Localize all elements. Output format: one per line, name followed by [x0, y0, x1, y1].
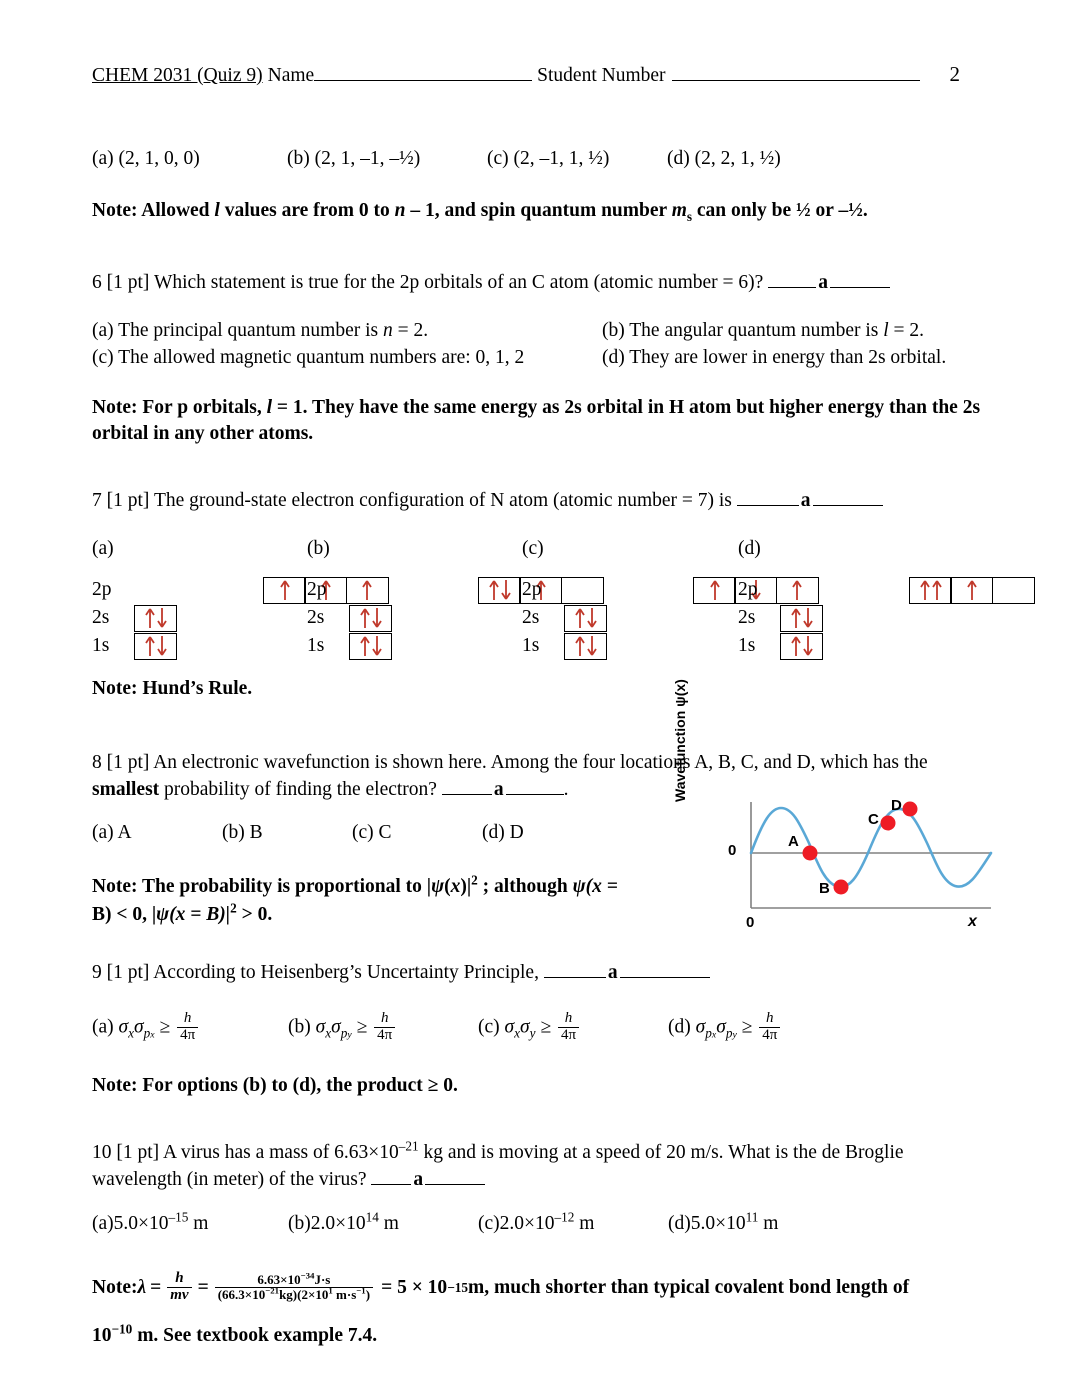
q6-note-var: l	[266, 397, 272, 418]
orbital-row-2s	[738, 604, 1035, 632]
orbital-cells-1s	[134, 633, 177, 660]
figure-label-d: D	[891, 797, 902, 814]
q9-option-b-den: 4π	[377, 1026, 393, 1043]
q9-option-c-sub1: x	[514, 1025, 521, 1041]
q6-note-post: = 1. They have the same energy as 2s orbital in H atom but higher energy than the 2s orbital in any other atoms.	[92, 397, 981, 445]
q8-note-psi2: ψ	[572, 876, 586, 897]
q10-points: [1 pt]	[116, 1142, 160, 1163]
q8-answer-letter: a	[493, 778, 504, 800]
arrow-updown-icon	[350, 634, 391, 659]
arrow-updown-icon	[135, 634, 176, 659]
q9-option-d-fraction	[759, 1011, 780, 1044]
q10-option-a-exp: –15	[168, 1209, 189, 1225]
q6-answer-letter: a	[818, 272, 828, 293]
q9-option-b-sub1: x	[325, 1025, 332, 1041]
q7-answer-blank[interactable]	[737, 490, 883, 512]
q5-note-prefix: Note: Allowed	[92, 200, 215, 221]
q7-note: Note: Hund’s Rule.	[92, 678, 253, 699]
q10-note-f2-den-a: (66.3×10	[217, 1286, 266, 1302]
q10-option-b[interactable]	[288, 1209, 399, 1235]
q6-number: 6	[92, 272, 102, 293]
arrow-up-icon	[694, 578, 735, 603]
q10-option-d-mantissa: 5.0×10	[690, 1213, 746, 1234]
q6-option-a[interactable]	[92, 320, 428, 342]
q10-note-tail2-a: 10	[92, 1325, 112, 1346]
orbital-cells-2s	[349, 605, 392, 632]
q9-answer-letter: a	[607, 962, 618, 983]
q10-note-line2	[92, 1321, 378, 1347]
q9-option-b-sigma1: σ	[315, 1016, 326, 1038]
orbital-label-2p: 2p	[522, 579, 542, 600]
q5-note-m-sub: s	[686, 208, 693, 224]
q10-option-b-exp: 14	[365, 1209, 379, 1225]
orbital-label-2p: 2p	[307, 579, 327, 600]
orbital-label-2p: 2p	[738, 579, 758, 600]
orbital-label-2s: 2s	[92, 607, 110, 628]
q7-points: [1 pt]	[106, 490, 150, 511]
q6-answer-blank[interactable]	[768, 272, 890, 294]
q9-option-d-sub2b: y	[732, 1029, 737, 1041]
arrow-up-icon	[264, 578, 305, 603]
q10-note-f2-den-b: kg)(2×10	[279, 1286, 329, 1302]
q6-option-a-post: = 2.	[392, 320, 429, 341]
q10-note-tail1: m, much shorter than typical covalent bond length of	[468, 1277, 910, 1299]
q6-note-pre: Note: For p orbitals,	[92, 397, 267, 418]
q10-stem-pre: A virus has a mass of 6.63×10	[162, 1142, 399, 1163]
q7-answer-letter: a	[800, 490, 811, 511]
page-number: 2	[949, 62, 961, 86]
q6-option-b-pre: (b) The angular quantum number is	[602, 320, 884, 341]
arrow-updown-icon	[781, 634, 822, 659]
q10-note-eq3: = 5 × 10	[381, 1277, 448, 1299]
name-label: Name	[267, 65, 315, 86]
q9-option-c-num: h	[558, 1011, 579, 1028]
q8-number: 8	[92, 752, 102, 773]
q6-option-b-var: l	[883, 320, 889, 341]
q9-option-d-sub1: p	[705, 1025, 712, 1041]
q9-option-c-rel: ≥	[540, 1016, 552, 1038]
q10-option-a[interactable]	[92, 1209, 209, 1235]
q9-option-b-fraction	[374, 1011, 395, 1044]
q8-note-l2a: B) < 0, |	[92, 903, 157, 925]
orbital-cell[interactable]	[950, 577, 993, 604]
q10-note-f2-num	[215, 1270, 373, 1288]
q5-note-m: m	[671, 200, 687, 221]
q10-option-a-mantissa: 5.0×10	[113, 1213, 169, 1234]
q10-note-fraction1	[167, 1271, 191, 1304]
orbital-cells-2s	[780, 605, 823, 632]
figure-y-axis-label: Wavefunction ψ(x)	[672, 679, 688, 802]
arrow-updown-icon	[565, 634, 606, 659]
q10-note-f2-den	[215, 1285, 373, 1302]
q9-stem	[92, 962, 710, 984]
q10-note-tail2-exp: −10	[111, 1321, 133, 1337]
orbital-cell[interactable]	[564, 605, 607, 632]
q6-option-a-pre: (a) The principal quantum number is	[92, 320, 383, 341]
q5-option-d[interactable]: (d) (2, 2, 1, ½)	[667, 148, 781, 169]
q9-option-b-sigma2: σ	[331, 1016, 341, 1038]
figure-point-d	[903, 802, 918, 817]
q5-option-a[interactable]: (a) (2, 1, 0, 0)	[92, 148, 200, 169]
orbital-cell[interactable]	[909, 577, 952, 604]
q9-option-b-sub2: p	[340, 1025, 348, 1041]
q9-option-d[interactable]	[668, 1012, 782, 1045]
q6-option-b[interactable]	[602, 320, 924, 342]
q9-option-c-letter: (c)	[478, 1016, 500, 1038]
q9-option-c-sigma2: σ	[520, 1016, 530, 1038]
figure-x-axis-label: x	[968, 913, 977, 930]
q9-option-a-sub2: p	[143, 1025, 151, 1041]
student-number-blank[interactable]	[672, 66, 920, 81]
q9-option-d-sigma2: σ	[716, 1016, 726, 1038]
orbital-cells-2s	[134, 605, 177, 632]
q5-note-mid2: – 1, and spin quantum number	[405, 200, 672, 221]
q10-note-f1-num: h	[167, 1271, 191, 1288]
q10-answer-letter: a	[413, 1168, 424, 1190]
q8-points: [1 pt]	[106, 752, 150, 773]
orbital-cell[interactable]	[693, 577, 736, 604]
q9-option-a-sub1: x	[128, 1025, 135, 1041]
orbital-label-2s: 2s	[307, 607, 325, 628]
orbital-row-2p	[738, 576, 1035, 604]
orbital-cells-1s	[564, 633, 607, 660]
q9-number: 9	[92, 962, 102, 983]
orbital-cells-1s	[780, 633, 823, 660]
q7-diagram-b-letter: (b)	[307, 538, 330, 559]
q6-option-c[interactable]: (c) The allowed magnetic quantum numbers are: 0, 1, 2	[92, 347, 525, 368]
figure-point-a	[803, 846, 818, 861]
q5-note-l: l	[214, 200, 220, 221]
q10-answer-blank[interactable]	[371, 1167, 485, 1194]
q10-option-b-unit: m	[378, 1213, 399, 1234]
q8-note-psi1: ψ	[431, 876, 445, 897]
arrow-updown-icon	[565, 606, 606, 631]
q8-note-psi3: ψ	[156, 903, 170, 925]
q5-options-row	[92, 148, 781, 170]
q10-option-c-unit: m	[574, 1213, 595, 1234]
q10-note-prefix: Note:	[92, 1277, 138, 1299]
q10-note-lambda: λ	[137, 1277, 147, 1299]
q9-stem-text: According to Heisenberg’s Uncertainty Principle,	[153, 962, 539, 983]
q10-option-c-mantissa: 2.0×10	[499, 1213, 555, 1234]
orbital-cell[interactable]	[349, 633, 392, 660]
q8-note-l2b: (x = B)|	[169, 903, 231, 925]
q6-option-d[interactable]: (d) They are lower in energy than 2s orbital.	[602, 347, 947, 368]
orbital-cell[interactable]	[134, 605, 177, 632]
q9-option-d-sub1b: x	[711, 1029, 717, 1041]
orbital-label-1s: 1s	[522, 635, 540, 656]
q9-option-a-rel: ≥	[159, 1016, 171, 1038]
student-number-label: Student Number	[537, 65, 666, 86]
q8-option-a[interactable]: (a) A	[92, 822, 132, 843]
q9-note: Note: For options (b) to (d), the product ≥ 0.	[92, 1075, 458, 1096]
orbital-label-2s: 2s	[738, 607, 756, 628]
q10-note-f2-den-exp2: 1	[328, 1285, 333, 1296]
q10-option-b-letter: (b)	[288, 1213, 311, 1234]
q8-note-post: )|	[460, 876, 472, 897]
q9-option-a[interactable]	[92, 1012, 200, 1045]
q6-points: [1 pt]	[106, 272, 150, 293]
figure-y-zero-tick: 0	[728, 842, 737, 859]
figure-point-c	[881, 816, 896, 831]
q8-stem-text2: probability of finding the electron?	[159, 778, 437, 800]
q10-stem	[92, 1140, 992, 1194]
q9-points: [1 pt]	[106, 962, 150, 983]
q9-option-d-rel: ≥	[741, 1016, 753, 1038]
q10-note-f1-den: mv	[170, 1286, 189, 1303]
orbital-label-2p: 2p	[92, 579, 112, 600]
q8-period: .	[563, 778, 569, 800]
course-title: CHEM 2031 (Quiz 9)	[92, 65, 263, 86]
q5-option-c[interactable]: (c) (2, –1, 1, ½)	[487, 148, 610, 169]
q9-option-a-num: h	[177, 1011, 198, 1028]
q8-option-b[interactable]: (b) B	[222, 822, 263, 843]
arrow-updown-icon	[781, 606, 822, 631]
q10-option-b-mantissa: 2.0×10	[310, 1213, 366, 1234]
q10-stem-exp: –21	[398, 1138, 419, 1154]
q5-note-suffix: can only be ½ or –½.	[692, 200, 868, 221]
q10-note-eq2: =	[197, 1277, 209, 1299]
q7-diagram-c-letter: (c)	[522, 538, 544, 559]
q9-option-b[interactable]	[288, 1012, 397, 1045]
q7-diagram-a-letter: (a)	[92, 538, 114, 559]
figure-x-zero-tick: 0	[746, 914, 755, 931]
q10-note-f2-den-c: m·s	[332, 1286, 357, 1302]
arrow-up-icon	[951, 578, 992, 603]
q7-number: 7	[92, 490, 102, 511]
q8-note-mid: (	[444, 876, 451, 897]
q9-option-a-sigma2: σ	[134, 1016, 144, 1038]
q10-note-f2-den-exp3: −1	[356, 1285, 366, 1296]
q10-note-tail2-b: m. See textbook example 7.4.	[132, 1325, 378, 1346]
q9-option-c-sigma1: σ	[504, 1016, 515, 1038]
q9-option-d-sigma1: σ	[695, 1016, 706, 1038]
q6-option-a-var: n	[382, 320, 393, 341]
q9-option-b-letter: (b)	[288, 1016, 311, 1038]
q10-option-d[interactable]	[668, 1209, 779, 1235]
q10-option-d-exp: 11	[745, 1209, 759, 1225]
orbital-cells-2p	[909, 577, 1035, 604]
figure-point-b	[834, 880, 849, 895]
q5-note-mid1: values are from 0 to	[219, 200, 395, 221]
q9-option-a-den: 4π	[180, 1026, 196, 1043]
figure-label-b: B	[819, 880, 830, 897]
orbital-cells-1s	[349, 633, 392, 660]
q10-option-c-exp: –12	[554, 1209, 575, 1225]
arrow-updown-icon	[350, 606, 391, 631]
q10-note-f2-num-a: 6.63×10	[257, 1272, 301, 1288]
orbital-cell[interactable]	[780, 633, 823, 660]
orbital-label-1s: 1s	[92, 635, 110, 656]
q8-note-x2: (x =	[585, 876, 618, 897]
q9-option-d-letter: (d)	[668, 1016, 691, 1038]
q10-option-d-letter: (d)	[668, 1213, 691, 1234]
q5-note	[92, 200, 868, 222]
orbital-label-1s: 1s	[738, 635, 756, 656]
q8-options-row	[92, 822, 524, 844]
q8-option-c[interactable]: (c) C	[352, 822, 392, 843]
q9-option-b-sub2b: y	[347, 1029, 352, 1041]
orbital-label-1s: 1s	[307, 635, 325, 656]
q9-option-a-letter: (a)	[92, 1016, 114, 1038]
q6-note	[92, 395, 992, 448]
arrow-updown-icon	[135, 606, 176, 631]
orbital-cell[interactable]	[780, 605, 823, 632]
q6-stem-text: Which statement is true for the 2p orbitals of an C atom (atomic number = 6)?	[153, 272, 764, 293]
q5-note-n: n	[394, 200, 406, 221]
q9-option-c-fraction	[558, 1011, 579, 1044]
q7-stem	[92, 490, 883, 512]
orbital-cell[interactable]	[478, 577, 521, 604]
q10-note-f2-num-exp: −34	[300, 1270, 315, 1281]
orbital-cell[interactable]	[263, 577, 306, 604]
q10-stem-post: kg and is moving at a speed of 20 m/s. What is the de Broglie wavelength (in meter) of the virus?	[92, 1142, 904, 1190]
q8-note-pre: Note: The probability is proportional to |	[92, 876, 432, 897]
name-blank[interactable]	[314, 66, 532, 81]
q8-note-x1: x	[450, 876, 461, 897]
arrow-upup-icon	[910, 578, 951, 603]
q10-option-c-letter: (c)	[478, 1213, 500, 1234]
q8-option-d[interactable]: (d) D	[482, 822, 524, 843]
q8-stem-bold: smallest	[92, 778, 160, 800]
q8-answer-blank[interactable]	[442, 777, 564, 804]
figure-label-a: A	[788, 833, 799, 850]
orbital-row-1s	[738, 632, 1035, 660]
orbital-cell[interactable]	[349, 605, 392, 632]
q9-option-d-sub2: p	[725, 1025, 733, 1041]
q10-number: 10	[92, 1142, 112, 1163]
orbital-cell[interactable]	[564, 633, 607, 660]
q6-stem	[92, 272, 890, 294]
figure-label-c: C	[868, 811, 879, 828]
q10-note-fraction2	[215, 1270, 373, 1302]
q10-note-f2-den-d: )	[365, 1286, 371, 1302]
q10-option-a-unit: m	[188, 1213, 209, 1234]
q9-option-d-num: h	[759, 1011, 780, 1028]
q9-option-c[interactable]	[478, 1012, 581, 1045]
q10-note-f2-den-exp1: −21	[265, 1285, 280, 1296]
q9-option-a-sigma1: σ	[118, 1016, 129, 1038]
q9-option-a-sub2b: x	[150, 1029, 155, 1041]
q9-option-d-den: 4π	[762, 1026, 778, 1043]
orbital-cell[interactable]	[134, 633, 177, 660]
q9-answer-blank[interactable]	[544, 962, 710, 984]
orbital-cells-2s	[564, 605, 607, 632]
q5-option-b[interactable]: (b) (2, 1, –1, –½)	[287, 148, 421, 169]
wavefunction-figure	[672, 679, 996, 938]
q8-stem-text1: An electronic wavefunction is shown here. Among the four locations A, B, C, and D, which has the	[153, 752, 928, 773]
q10-note-line1: Note: λ = $\frac{h}{mv}$ = $\frac{6.63\times 10^{-34}J\cdot s}{(66.3\times 10^{-21}kg)(2\times 10^1 m\cdot s^{-1})}$ = 5 × 10 −15 m, much shorter than typical covalent bond length of	[92, 1270, 910, 1303]
orbital-cell-empty[interactable]	[992, 577, 1035, 604]
q10-option-d-unit: m	[758, 1213, 779, 1234]
arrow-updown-icon	[479, 578, 520, 603]
q9-option-a-fraction	[177, 1011, 198, 1044]
q9-option-c-den: 4π	[561, 1026, 577, 1043]
q10-option-c[interactable]	[478, 1209, 595, 1235]
q7-diagram-d-letter: (d)	[738, 538, 761, 559]
q8-note-end: ; although	[477, 876, 573, 897]
q9-option-b-rel: ≥	[356, 1016, 368, 1038]
orbital-label-2s: 2s	[522, 607, 540, 628]
q7-stem-text: The ground-state electron configuration of N atom (atomic number = 7) is	[153, 490, 732, 511]
q8-note	[92, 873, 618, 928]
q9-option-c-sub2: y	[529, 1025, 536, 1041]
q9-option-b-num: h	[374, 1011, 395, 1028]
q10-note-eq1: =	[150, 1277, 162, 1299]
q10-note-f2-num-b: J·s	[314, 1272, 331, 1288]
q10-option-a-letter: (a)	[92, 1213, 114, 1234]
q8-note-l2c: > 0.	[236, 903, 273, 925]
q8-note-sup2a: 2	[471, 872, 478, 888]
q8-note-sup2b: 2	[230, 900, 237, 916]
q6-option-b-post: = 2.	[888, 320, 925, 341]
page-header	[92, 62, 992, 87]
